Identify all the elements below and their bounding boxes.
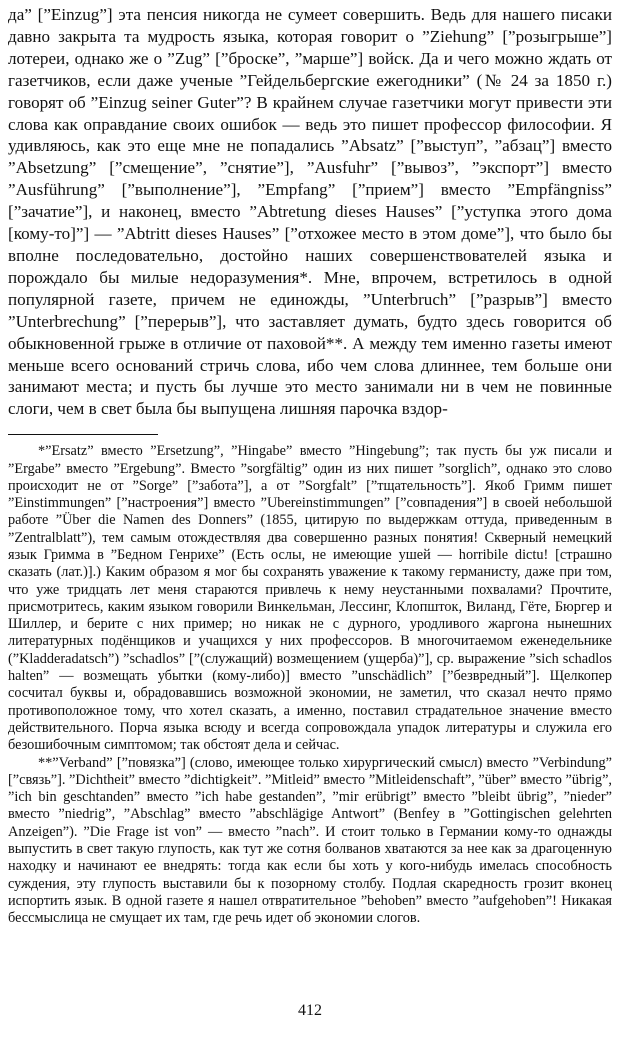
footnote-2: **”Verband” [”повязка”] (слово, имеющее только хирургический смысл) вместо ”Verbindung” [”связь”]. ”Dichtheit” вместо ”dichtigkeit”. ”Mitleid” вместо ”Mitleidenschaft”, ”über” вместо ”übrig”, ”ich bin geschtanden” вместо ”ich habe gestanden”, ”mir erübrigt” вместо ”bleibt übrig”, ”nieder” вместо ”niedrig”, ”Abschlag” вместо ”abschlägige Antwort” (Benfey в ”Gottingischen gelehrten Anzeigen”). ”Die Frage ist von” — вместо ”nach”. И стоит только в Германии кому-то однажды выпустить в свет такую глупость, как тут же сотня болванов хватаются за нее как за драгоценную находку и начинают ее внедрять: тогда как если бы хоть у кого-нибудь имелась способность суждения, эту глупость выставили бы к позорному столбу. Подлая скаредность грозит вконец испортить язык. В одной газете я нашел отвратительное ”behoben” вместо ”aufgehoben”! Никакая бессмыслица не смущает их там, где речь идет об экономии слогов. [8,754,612,927]
main-text-block [8,4,612,420]
footnote-separator [8,434,158,435]
page-number: 412 [298,1002,322,1019]
footnote-1: *”Ersatz” вместо ”Ersetzung”, ”Hingabe” вместо ”Hingebung”; так пусть бы уж писали и ”Ergabe” вместо ”Ergebung”. Вместо ”sorgfältig” один из них пишет ”sorglich”, однако это слово происходит не от ”Sorge” [”забота”], а от ”Sorgfalt” [”тщательность”]. Якоб Гримм пишет ”Einstimmungen” [”настроения”] вместо ”Ubereinstimmungen” [”совпадения”] в своей небольшой работе ”Über die Namen des Donners” (1855, цитирую по выдержкам оттуда, приведенным в ”Zentralblatt”), тем самым отождествляя два совершенно разных понятия! Скверный немецкий язык Гримма в ”Бедном Генрихе” (Есть ослы, не имеющие ушей — horribile dictu! [страшно сказать (лат.)].) Каким образом я мог бы сохранять уважение к такому германисту, даже при том, что уже тридцать лет меня стараются привлечь к нему неустанными похвалами? Прочтите, присмотритесь, каким языком говорили Винкельман, Лессинг, Клопшток, Виланд, Гёте, Бюргер и Шиллер, и берите с них пример; но никак не с дурного, уродливого жаргона нынешних литературных подёнщиков и учащихся у них профессоров. В многочитаемом еженедельнике (”Kladderadatsch”) ”schadlos” [”(служащий) возмещением (ущерба)”], ср. выражение ”sich schadlos halten” — возмещать убытки (кому-либо)] вместо ”unschädlich” [”безвредный”]. Щелкопер сосчитал буквы и, обрадовавшись возможной экономии, не заметил, что сказал нечто прямо противоположное тому, что хотел сказать, а именно, поставил страдательное значение вместо действительного. Порча языка всюду и всегда сопровождала упадок литературы и служила его безошибочным симптомом; так обстоят дела и сейчас. [8,443,612,754]
footnotes-block [8,443,612,927]
main-paragraph: да” [”Einzug”] эта пенсия никогда не сумеет совершить. Ведь для нашего писаки давно закрыта та мудрость языка, которая говорит о ”Ziehung” [”розыгрыше”] лотереи, однако же о ”Zug” [”броске”, ”марше”] войск. Да и чего можно ждать от газетчиков, если даже ученые ”Гейдельбергские ежегодники” (№ 24 за 1850 г.) говорят об ”Einzug seiner Guter”? В крайнем случае газетчики могут привести эти слова как оправдание своих ошибок — ведь это пишет профессор философии. Я удивляюсь, как это еще мне не попадались ”Absatz” [”выступ”, ”абзац”] вместо ”Absetzung” [”смещение”, ”снятие”], ”Ausfuhr” [”вывоз”, ”экспорт”] вместо ”Ausführung” [”выполнение”], ”Empfang” [”прием”] вместо ”Empfängniss” [”зачатие”], и наконец, вместо ”Abtretung dieses Hauses” [”уступка этого дома [кому-то]”] — ”Abtritt dieses Hauses” [”отхожее место в этом доме”], что было бы вполне последовательно, достойно наших совершенствователей языка и порождало бы милые недоразумения*. Мне, впрочем, встретилось в одной популярной газете, причем не единожды, ”Unterbruch” [”разрыв”] вместо ”Unterbrechung” [”перерыв”], что заставляет думать, будто здесь говорится об обыкновенной грыже в отличие от паховой**. А между тем именно газеты имеют меньше всего оснований стричь слова, ибо чем слова длиннее, тем больше они занимают места; и пусть бы лучше это место занимали ни в чем не повинные слоги, чем в свет была бы выпущена лишняя парочка вздор- [8,5,612,419]
